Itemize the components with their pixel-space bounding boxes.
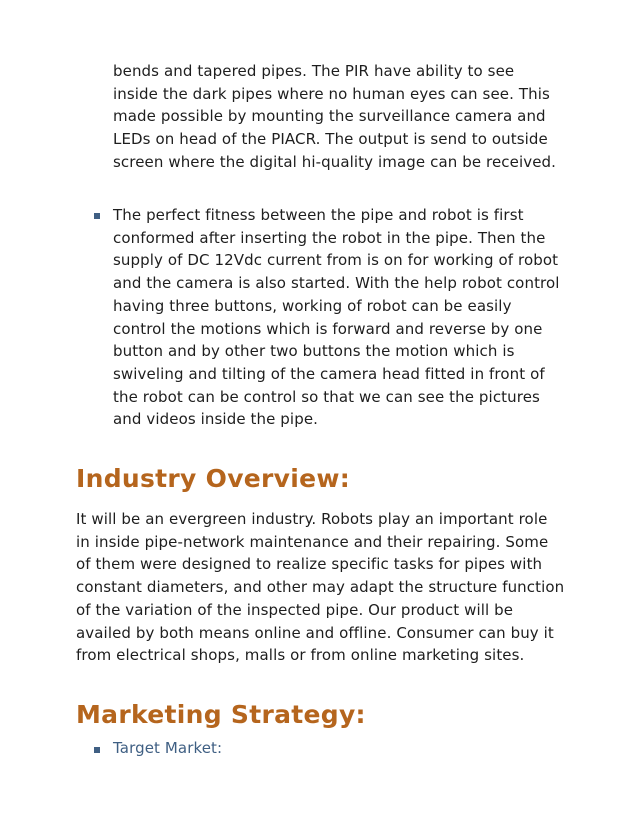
square-bullet-icon bbox=[94, 213, 100, 219]
industry-overview-heading: Industry Overview: bbox=[76, 464, 351, 493]
target-market-label: Target Market: bbox=[113, 739, 223, 757]
continuation-paragraph: bends and tapered pipes. The PIR have ability to see inside the dark pipes where no human eyes can see. This made possible by mounting the surveillance camera and LEDs on head of the PIACR. The output is send to outside screen where the digital hi-quality image can be received. bbox=[113, 62, 557, 171]
marketing-strategy-heading: Marketing Strategy: bbox=[76, 700, 366, 729]
square-bullet-icon bbox=[94, 747, 100, 753]
industry-overview-paragraph: It will be an evergreen industry. Robots play an important role in inside pipe-network maintenance and their repairing. Some of them were designed to realize specific tasks for pipes with constant diameters, and other may adapt the structure function of the variation of the inspected pipe. Our product will be availed by both means online and offline. Consumer can buy it from electrical shops, malls or from online marketing sites. bbox=[76, 510, 565, 665]
bullet-item-text: The perfect fitness between the pipe and robot is first conformed after inserting the robot in the pipe. Then the supply of DC 12Vdc current from is on for working of robot and the camera is also started. With the help robot control having three buttons, working of robot can be easily control the motions which is forward and reverse by one button and by other two buttons the motion which is swiveling and tilting of the camera head fitted in front of the robot can be control so that we can see the pictures and videos inside the pipe. bbox=[113, 206, 560, 429]
